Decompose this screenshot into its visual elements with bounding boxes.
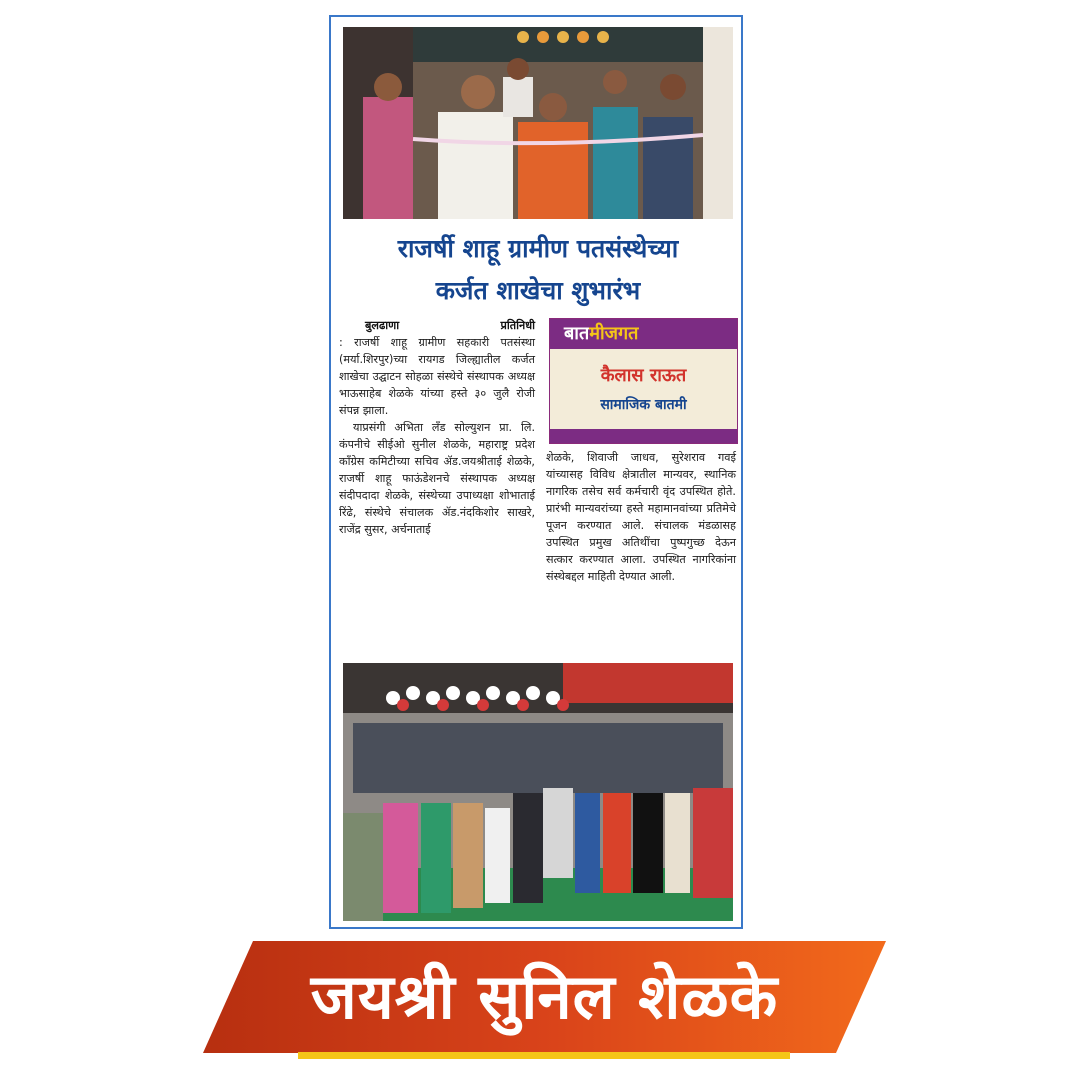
badge-subtitle: सामाजिक बातमी: [600, 397, 687, 413]
headline-line-2: कर्जत शाखेचा शुभारंभ: [435, 276, 641, 305]
article-paragraph-2: याप्रसंगी अभिता लँड सोल्युशन प्रा. लि. कंपनीचे सीईओ सुनील शेळके, महाराष्ट्र प्रदेश काँग्रेस कमिटीच्या सचिव ॲड.जयश्रीताई शेळके, राजर्षी शाहू फाऊंडेशनचे संस्थापक अध्यक्ष संदीपदादा शेळके, संस्थेच्या उपाध्यक्षा शोभाताई रिंढे, संस्थेचे संचालक ॲड.नंदकिशोर साखरे, राजेंद्र सुसर, अर्चनाताई: [339, 421, 535, 536]
reporter-credit: प्रतिनिधी: [500, 319, 535, 332]
newspaper-clipping: [329, 15, 743, 929]
article-column-right: [546, 449, 736, 585]
article-paragraph-3: शेळके, शिवाजी जाधव, सुरेशराव गवई यांच्यासह विविध क्षेत्रातील मान्यवर, स्थानिक नागरिक तसेच सर्व कर्मचारी वृंद उपस्थित होते. प्रारंभी मान्यवरांच्या हस्ते महामानवांच्या प्रतिमेचे पूजन करण्यात आले. संचालक मंडळासह उपस्थित प्रमुख अतिथींचा पुष्पगुच्छ देऊन सत्कार करण्यात आला. उपस्थित नागरिकांना संस्थेबद्दल माहिती देण्यात आली.: [546, 451, 736, 583]
badge-bottom-bar: [550, 429, 737, 443]
ribbon-cutting-photo: [343, 27, 733, 219]
badge-brand-part2: मीजगत: [589, 323, 639, 344]
dateline: बुलढाणा: [365, 319, 400, 332]
byline: [339, 317, 535, 334]
article-column-left: [339, 317, 535, 538]
banner-name: जयश्री सुनिल शेळके: [310, 960, 779, 1033]
badge-reporter-name: कैलास राऊत: [600, 365, 687, 386]
group-photo: [343, 663, 733, 921]
badge-brand: [550, 319, 737, 349]
article-paragraph-1: : राजर्षी शाहू ग्रामीण सहकारी पतसंस्था (मर्या.शिरपुर)च्या रायगड जिल्ह्यातील कर्जत शाखेचा उद्घाटन सोहळा संस्थेचे संस्थापक अध्यक्ष भाऊसाहेब शेळके यांच्या हस्ते ३० जुलै रोजी संपन्न झाला.: [339, 336, 535, 417]
badge-brand-part1: बात: [564, 323, 590, 344]
reporter-badge: [549, 318, 738, 444]
banner-underline: [298, 1052, 790, 1059]
headline-line-1: राजर्षी शाहू ग्रामीण पतसंस्थेच्या: [397, 234, 679, 263]
